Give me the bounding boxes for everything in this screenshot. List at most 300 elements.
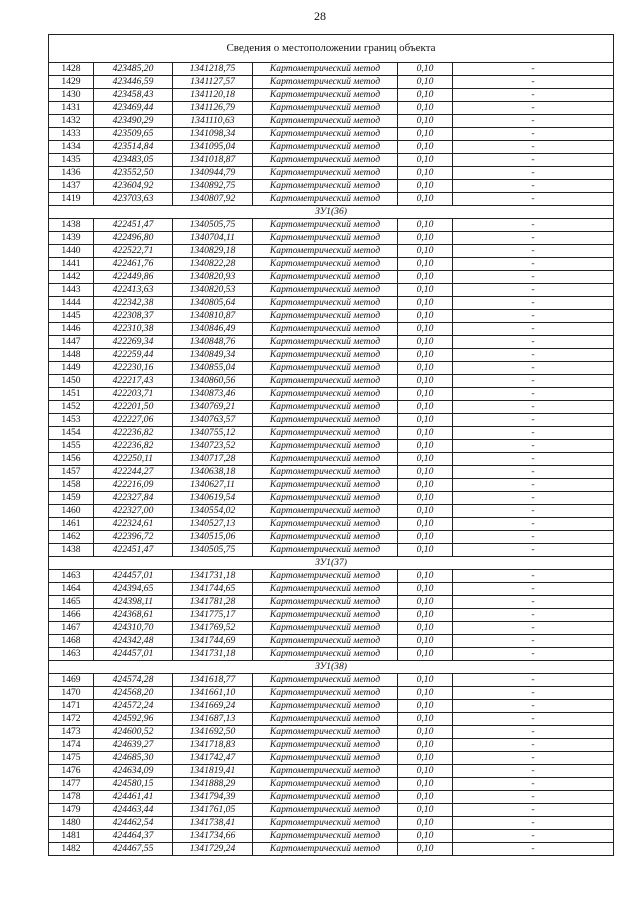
description-cell: - bbox=[453, 401, 614, 414]
y-coordinate-cell: 1341734,66 bbox=[173, 830, 253, 843]
x-coordinate-cell: 422449,86 bbox=[94, 271, 173, 284]
accuracy-cell: 0,10 bbox=[398, 778, 453, 791]
point-number-cell: 1458 bbox=[49, 479, 94, 492]
description-cell: - bbox=[453, 596, 614, 609]
accuracy-cell: 0,10 bbox=[398, 466, 453, 479]
method-cell: Картометрический метод bbox=[253, 310, 398, 323]
y-coordinate-cell: 1341661,10 bbox=[173, 687, 253, 700]
method-cell: Картометрический метод bbox=[253, 362, 398, 375]
description-cell: - bbox=[453, 310, 614, 323]
method-cell: Картометрический метод bbox=[253, 401, 398, 414]
y-coordinate-cell: 1340769,21 bbox=[173, 401, 253, 414]
method-cell: Картометрический метод bbox=[253, 492, 398, 505]
method-cell: Картометрический метод bbox=[253, 427, 398, 440]
table-row bbox=[49, 284, 614, 297]
accuracy-cell: 0,10 bbox=[398, 89, 453, 102]
description-cell: - bbox=[453, 752, 614, 765]
table-row bbox=[49, 154, 614, 167]
x-coordinate-cell: 422451,47 bbox=[94, 219, 173, 232]
accuracy-cell: 0,10 bbox=[398, 752, 453, 765]
x-coordinate-cell: 422396,72 bbox=[94, 531, 173, 544]
accuracy-cell: 0,10 bbox=[398, 583, 453, 596]
x-coordinate-cell: 424634,09 bbox=[94, 765, 173, 778]
y-coordinate-cell: 1341742,47 bbox=[173, 752, 253, 765]
accuracy-cell: 0,10 bbox=[398, 531, 453, 544]
table-row bbox=[49, 219, 614, 232]
accuracy-cell: 0,10 bbox=[398, 739, 453, 752]
table-row bbox=[49, 414, 614, 427]
section-header-row bbox=[49, 557, 614, 570]
x-coordinate-cell: 424685,30 bbox=[94, 752, 173, 765]
description-cell: - bbox=[453, 622, 614, 635]
table-row bbox=[49, 180, 614, 193]
accuracy-cell: 0,10 bbox=[398, 388, 453, 401]
method-cell: Картометрический метод bbox=[253, 245, 398, 258]
table-row bbox=[49, 297, 614, 310]
method-cell: Картометрический метод bbox=[253, 505, 398, 518]
y-coordinate-cell: 1340515,06 bbox=[173, 531, 253, 544]
x-coordinate-cell: 422203,71 bbox=[94, 388, 173, 401]
y-coordinate-cell: 1340723,52 bbox=[173, 440, 253, 453]
description-cell: - bbox=[453, 440, 614, 453]
y-coordinate-cell: 1341126,79 bbox=[173, 102, 253, 115]
accuracy-cell: 0,10 bbox=[398, 609, 453, 622]
accuracy-cell: 0,10 bbox=[398, 102, 453, 115]
point-number-cell: 1452 bbox=[49, 401, 94, 414]
accuracy-cell: 0,10 bbox=[398, 544, 453, 557]
x-coordinate-cell: 424639,27 bbox=[94, 739, 173, 752]
description-cell: - bbox=[453, 388, 614, 401]
accuracy-cell: 0,10 bbox=[398, 791, 453, 804]
accuracy-cell: 0,10 bbox=[398, 128, 453, 141]
accuracy-cell: 0,10 bbox=[398, 297, 453, 310]
accuracy-cell: 0,10 bbox=[398, 245, 453, 258]
x-coordinate-cell: 422244,27 bbox=[94, 466, 173, 479]
method-cell: Картометрический метод bbox=[253, 479, 398, 492]
table-row bbox=[49, 518, 614, 531]
accuracy-cell: 0,10 bbox=[398, 167, 453, 180]
description-cell: - bbox=[453, 609, 614, 622]
point-number-cell: 1419 bbox=[49, 193, 94, 206]
y-coordinate-cell: 1340763,57 bbox=[173, 414, 253, 427]
x-coordinate-cell: 424464,37 bbox=[94, 830, 173, 843]
y-coordinate-cell: 1340822,28 bbox=[173, 258, 253, 271]
y-coordinate-cell: 1340846,49 bbox=[173, 323, 253, 336]
table-row bbox=[49, 362, 614, 375]
x-coordinate-cell: 422327,00 bbox=[94, 505, 173, 518]
x-coordinate-cell: 423509,65 bbox=[94, 128, 173, 141]
method-cell: Картометрический метод bbox=[253, 323, 398, 336]
y-coordinate-cell: 1341731,18 bbox=[173, 648, 253, 661]
method-cell: Картометрический метод bbox=[253, 193, 398, 206]
method-cell: Картометрический метод bbox=[253, 440, 398, 453]
y-coordinate-cell: 1340717,28 bbox=[173, 453, 253, 466]
method-cell: Картометрический метод bbox=[253, 570, 398, 583]
x-coordinate-cell: 424457,01 bbox=[94, 648, 173, 661]
table-row bbox=[49, 258, 614, 271]
y-coordinate-cell: 1340820,93 bbox=[173, 271, 253, 284]
y-coordinate-cell: 1340860,56 bbox=[173, 375, 253, 388]
point-number-cell: 1470 bbox=[49, 687, 94, 700]
point-number-cell: 1478 bbox=[49, 791, 94, 804]
accuracy-cell: 0,10 bbox=[398, 843, 453, 856]
method-cell: Картометрический метод bbox=[253, 388, 398, 401]
section-title: ЗУ1(37) bbox=[49, 557, 614, 570]
description-cell: - bbox=[453, 258, 614, 271]
description-cell: - bbox=[453, 89, 614, 102]
y-coordinate-cell: 1340619,54 bbox=[173, 492, 253, 505]
method-cell: Картометрический метод bbox=[253, 414, 398, 427]
y-coordinate-cell: 1340638,18 bbox=[173, 466, 253, 479]
x-coordinate-cell: 422522,71 bbox=[94, 245, 173, 258]
point-number-cell: 1472 bbox=[49, 713, 94, 726]
x-coordinate-cell: 422201,50 bbox=[94, 401, 173, 414]
x-coordinate-cell: 424600,52 bbox=[94, 726, 173, 739]
point-number-cell: 1448 bbox=[49, 349, 94, 362]
method-cell: Картометрический метод bbox=[253, 63, 398, 76]
x-coordinate-cell: 424368,61 bbox=[94, 609, 173, 622]
description-cell: - bbox=[453, 687, 614, 700]
method-cell: Картометрический метод bbox=[253, 115, 398, 128]
accuracy-cell: 0,10 bbox=[398, 635, 453, 648]
point-number-cell: 1432 bbox=[49, 115, 94, 128]
accuracy-cell: 0,10 bbox=[398, 830, 453, 843]
section-title: ЗУ1(38) bbox=[49, 661, 614, 674]
x-coordinate-cell: 424592,96 bbox=[94, 713, 173, 726]
point-number-cell: 1440 bbox=[49, 245, 94, 258]
method-cell: Картометрический метод bbox=[253, 778, 398, 791]
point-number-cell: 1459 bbox=[49, 492, 94, 505]
table-row bbox=[49, 63, 614, 76]
table-row bbox=[49, 440, 614, 453]
table-row bbox=[49, 349, 614, 362]
method-cell: Картометрический метод bbox=[253, 271, 398, 284]
description-cell: - bbox=[453, 297, 614, 310]
x-coordinate-cell: 423604,92 bbox=[94, 180, 173, 193]
point-number-cell: 1436 bbox=[49, 167, 94, 180]
method-cell: Картометрический метод bbox=[253, 466, 398, 479]
point-number-cell: 1439 bbox=[49, 232, 94, 245]
y-coordinate-cell: 1341888,29 bbox=[173, 778, 253, 791]
method-cell: Картометрический метод bbox=[253, 583, 398, 596]
x-coordinate-cell: 422259,44 bbox=[94, 349, 173, 362]
description-cell: - bbox=[453, 492, 614, 505]
accuracy-cell: 0,10 bbox=[398, 63, 453, 76]
x-coordinate-cell: 422310,38 bbox=[94, 323, 173, 336]
y-coordinate-cell: 1340755,12 bbox=[173, 427, 253, 440]
description-cell: - bbox=[453, 167, 614, 180]
table-row bbox=[49, 232, 614, 245]
y-coordinate-cell: 1341110,63 bbox=[173, 115, 253, 128]
table-row bbox=[49, 752, 614, 765]
point-number-cell: 1475 bbox=[49, 752, 94, 765]
point-number-cell: 1435 bbox=[49, 154, 94, 167]
description-cell: - bbox=[453, 193, 614, 206]
point-number-cell: 1442 bbox=[49, 271, 94, 284]
method-cell: Картометрический метод bbox=[253, 843, 398, 856]
point-number-cell: 1443 bbox=[49, 284, 94, 297]
method-cell: Картометрический метод bbox=[253, 596, 398, 609]
method-cell: Картометрический метод bbox=[253, 76, 398, 89]
accuracy-cell: 0,10 bbox=[398, 271, 453, 284]
accuracy-cell: 0,10 bbox=[398, 180, 453, 193]
table-row bbox=[49, 310, 614, 323]
method-cell: Картометрический метод bbox=[253, 752, 398, 765]
accuracy-cell: 0,10 bbox=[398, 505, 453, 518]
y-coordinate-cell: 1341718,83 bbox=[173, 739, 253, 752]
point-number-cell: 1481 bbox=[49, 830, 94, 843]
point-number-cell: 1438 bbox=[49, 544, 94, 557]
table-row bbox=[49, 479, 614, 492]
point-number-cell: 1441 bbox=[49, 258, 94, 271]
x-coordinate-cell: 422413,63 bbox=[94, 284, 173, 297]
x-coordinate-cell: 422342,38 bbox=[94, 297, 173, 310]
point-number-cell: 1469 bbox=[49, 674, 94, 687]
x-coordinate-cell: 424568,20 bbox=[94, 687, 173, 700]
x-coordinate-cell: 423514,84 bbox=[94, 141, 173, 154]
accuracy-cell: 0,10 bbox=[398, 765, 453, 778]
point-number-cell: 1477 bbox=[49, 778, 94, 791]
method-cell: Картометрический метод bbox=[253, 518, 398, 531]
description-cell: - bbox=[453, 830, 614, 843]
accuracy-cell: 0,10 bbox=[398, 115, 453, 128]
point-number-cell: 1462 bbox=[49, 531, 94, 544]
point-number-cell: 1451 bbox=[49, 388, 94, 401]
description-cell: - bbox=[453, 232, 614, 245]
table-row bbox=[49, 843, 614, 856]
x-coordinate-cell: 422236,82 bbox=[94, 427, 173, 440]
accuracy-cell: 0,10 bbox=[398, 518, 453, 531]
table-row bbox=[49, 492, 614, 505]
method-cell: Картометрический метод bbox=[253, 284, 398, 297]
accuracy-cell: 0,10 bbox=[398, 141, 453, 154]
description-cell: - bbox=[453, 739, 614, 752]
description-cell: - bbox=[453, 63, 614, 76]
x-coordinate-cell: 422327,84 bbox=[94, 492, 173, 505]
accuracy-cell: 0,10 bbox=[398, 76, 453, 89]
y-coordinate-cell: 1341744,69 bbox=[173, 635, 253, 648]
boundary-coordinates-table bbox=[48, 34, 614, 856]
y-coordinate-cell: 1341729,24 bbox=[173, 843, 253, 856]
description-cell: - bbox=[453, 726, 614, 739]
x-coordinate-cell: 422216,09 bbox=[94, 479, 173, 492]
method-cell: Картометрический метод bbox=[253, 154, 398, 167]
y-coordinate-cell: 1341218,75 bbox=[173, 63, 253, 76]
point-number-cell: 1430 bbox=[49, 89, 94, 102]
x-coordinate-cell: 422250,11 bbox=[94, 453, 173, 466]
point-number-cell: 1434 bbox=[49, 141, 94, 154]
table-row bbox=[49, 830, 614, 843]
description-cell: - bbox=[453, 128, 614, 141]
method-cell: Картометрический метод bbox=[253, 700, 398, 713]
accuracy-cell: 0,10 bbox=[398, 401, 453, 414]
y-coordinate-cell: 1340855,04 bbox=[173, 362, 253, 375]
accuracy-cell: 0,10 bbox=[398, 219, 453, 232]
x-coordinate-cell: 422451,47 bbox=[94, 544, 173, 557]
point-number-cell: 1455 bbox=[49, 440, 94, 453]
y-coordinate-cell: 1340807,92 bbox=[173, 193, 253, 206]
table-row bbox=[49, 466, 614, 479]
point-number-cell: 1471 bbox=[49, 700, 94, 713]
point-number-cell: 1476 bbox=[49, 765, 94, 778]
y-coordinate-cell: 1341781,28 bbox=[173, 596, 253, 609]
accuracy-cell: 0,10 bbox=[398, 362, 453, 375]
accuracy-cell: 0,10 bbox=[398, 310, 453, 323]
y-coordinate-cell: 1340820,53 bbox=[173, 284, 253, 297]
description-cell: - bbox=[453, 713, 614, 726]
method-cell: Картометрический метод bbox=[253, 219, 398, 232]
table-row bbox=[49, 687, 614, 700]
accuracy-cell: 0,10 bbox=[398, 193, 453, 206]
table-row bbox=[49, 674, 614, 687]
x-coordinate-cell: 424463,44 bbox=[94, 804, 173, 817]
table-row bbox=[49, 544, 614, 557]
table-row bbox=[49, 453, 614, 466]
y-coordinate-cell: 1340829,18 bbox=[173, 245, 253, 258]
point-number-cell: 1447 bbox=[49, 336, 94, 349]
x-coordinate-cell: 422236,82 bbox=[94, 440, 173, 453]
point-number-cell: 1446 bbox=[49, 323, 94, 336]
y-coordinate-cell: 1341687,13 bbox=[173, 713, 253, 726]
table-row bbox=[49, 531, 614, 544]
description-cell: - bbox=[453, 505, 614, 518]
method-cell: Картометрический метод bbox=[253, 544, 398, 557]
accuracy-cell: 0,10 bbox=[398, 479, 453, 492]
point-number-cell: 1457 bbox=[49, 466, 94, 479]
point-number-cell: 1450 bbox=[49, 375, 94, 388]
point-number-cell: 1433 bbox=[49, 128, 94, 141]
description-cell: - bbox=[453, 362, 614, 375]
method-cell: Картометрический метод bbox=[253, 622, 398, 635]
point-number-cell: 1444 bbox=[49, 297, 94, 310]
x-coordinate-cell: 424394,65 bbox=[94, 583, 173, 596]
description-cell: - bbox=[453, 349, 614, 362]
description-cell: - bbox=[453, 648, 614, 661]
table-row bbox=[49, 128, 614, 141]
table-row bbox=[49, 765, 614, 778]
description-cell: - bbox=[453, 284, 614, 297]
table-row bbox=[49, 167, 614, 180]
y-coordinate-cell: 1341775,17 bbox=[173, 609, 253, 622]
section-title: ЗУ1(36) bbox=[49, 206, 614, 219]
point-number-cell: 1453 bbox=[49, 414, 94, 427]
section-header-row bbox=[49, 661, 614, 674]
accuracy-cell: 0,10 bbox=[398, 284, 453, 297]
x-coordinate-cell: 423446,59 bbox=[94, 76, 173, 89]
point-number-cell: 1429 bbox=[49, 76, 94, 89]
x-coordinate-cell: 423703,63 bbox=[94, 193, 173, 206]
point-number-cell: 1479 bbox=[49, 804, 94, 817]
description-cell: - bbox=[453, 635, 614, 648]
point-number-cell: 1464 bbox=[49, 583, 94, 596]
table-row bbox=[49, 193, 614, 206]
table-row bbox=[49, 245, 614, 258]
accuracy-cell: 0,10 bbox=[398, 648, 453, 661]
point-number-cell: 1467 bbox=[49, 622, 94, 635]
x-coordinate-cell: 422269,34 bbox=[94, 336, 173, 349]
y-coordinate-cell: 1340527,13 bbox=[173, 518, 253, 531]
y-coordinate-cell: 1341098,34 bbox=[173, 128, 253, 141]
y-coordinate-cell: 1340704,11 bbox=[173, 232, 253, 245]
accuracy-cell: 0,10 bbox=[398, 453, 453, 466]
accuracy-cell: 0,10 bbox=[398, 375, 453, 388]
x-coordinate-cell: 422227,06 bbox=[94, 414, 173, 427]
table-row bbox=[49, 648, 614, 661]
table-row bbox=[49, 622, 614, 635]
table-row bbox=[49, 336, 614, 349]
description-cell: - bbox=[453, 817, 614, 830]
table-row bbox=[49, 700, 614, 713]
accuracy-cell: 0,10 bbox=[398, 804, 453, 817]
description-cell: - bbox=[453, 271, 614, 284]
point-number-cell: 1456 bbox=[49, 453, 94, 466]
accuracy-cell: 0,10 bbox=[398, 349, 453, 362]
accuracy-cell: 0,10 bbox=[398, 154, 453, 167]
x-coordinate-cell: 424572,24 bbox=[94, 700, 173, 713]
accuracy-cell: 0,10 bbox=[398, 336, 453, 349]
table-row bbox=[49, 817, 614, 830]
method-cell: Картометрический метод bbox=[253, 830, 398, 843]
method-cell: Картометрический метод bbox=[253, 817, 398, 830]
table-row bbox=[49, 89, 614, 102]
y-coordinate-cell: 1341761,05 bbox=[173, 804, 253, 817]
table-row bbox=[49, 804, 614, 817]
method-cell: Картометрический метод bbox=[253, 141, 398, 154]
x-coordinate-cell: 423552,50 bbox=[94, 167, 173, 180]
x-coordinate-cell: 422496,80 bbox=[94, 232, 173, 245]
method-cell: Картометрический метод bbox=[253, 687, 398, 700]
method-cell: Картометрический метод bbox=[253, 713, 398, 726]
table-row bbox=[49, 739, 614, 752]
method-cell: Картометрический метод bbox=[253, 635, 398, 648]
table-row bbox=[49, 583, 614, 596]
accuracy-cell: 0,10 bbox=[398, 596, 453, 609]
description-cell: - bbox=[453, 115, 614, 128]
y-coordinate-cell: 1340810,87 bbox=[173, 310, 253, 323]
x-coordinate-cell: 424580,15 bbox=[94, 778, 173, 791]
point-number-cell: 1473 bbox=[49, 726, 94, 739]
method-cell: Картометрический метод bbox=[253, 89, 398, 102]
description-cell: - bbox=[453, 219, 614, 232]
table-row bbox=[49, 505, 614, 518]
y-coordinate-cell: 1340554,02 bbox=[173, 505, 253, 518]
point-number-cell: 1437 bbox=[49, 180, 94, 193]
method-cell: Картометрический метод bbox=[253, 674, 398, 687]
method-cell: Картометрический метод bbox=[253, 791, 398, 804]
page-number: 28 bbox=[314, 9, 326, 23]
table-row bbox=[49, 102, 614, 115]
description-cell: - bbox=[453, 154, 614, 167]
y-coordinate-cell: 1341120,18 bbox=[173, 89, 253, 102]
point-number-cell: 1445 bbox=[49, 310, 94, 323]
description-cell: - bbox=[453, 531, 614, 544]
accuracy-cell: 0,10 bbox=[398, 622, 453, 635]
method-cell: Картометрический метод bbox=[253, 765, 398, 778]
method-cell: Картометрический метод bbox=[253, 180, 398, 193]
y-coordinate-cell: 1341819,41 bbox=[173, 765, 253, 778]
x-coordinate-cell: 422217,43 bbox=[94, 375, 173, 388]
table-row bbox=[49, 570, 614, 583]
point-number-cell: 1438 bbox=[49, 219, 94, 232]
table-row bbox=[49, 427, 614, 440]
x-coordinate-cell: 424461,41 bbox=[94, 791, 173, 804]
y-coordinate-cell: 1341738,41 bbox=[173, 817, 253, 830]
table-row bbox=[49, 271, 614, 284]
method-cell: Картометрический метод bbox=[253, 375, 398, 388]
point-number-cell: 1463 bbox=[49, 570, 94, 583]
x-coordinate-cell: 424462,54 bbox=[94, 817, 173, 830]
description-cell: - bbox=[453, 453, 614, 466]
